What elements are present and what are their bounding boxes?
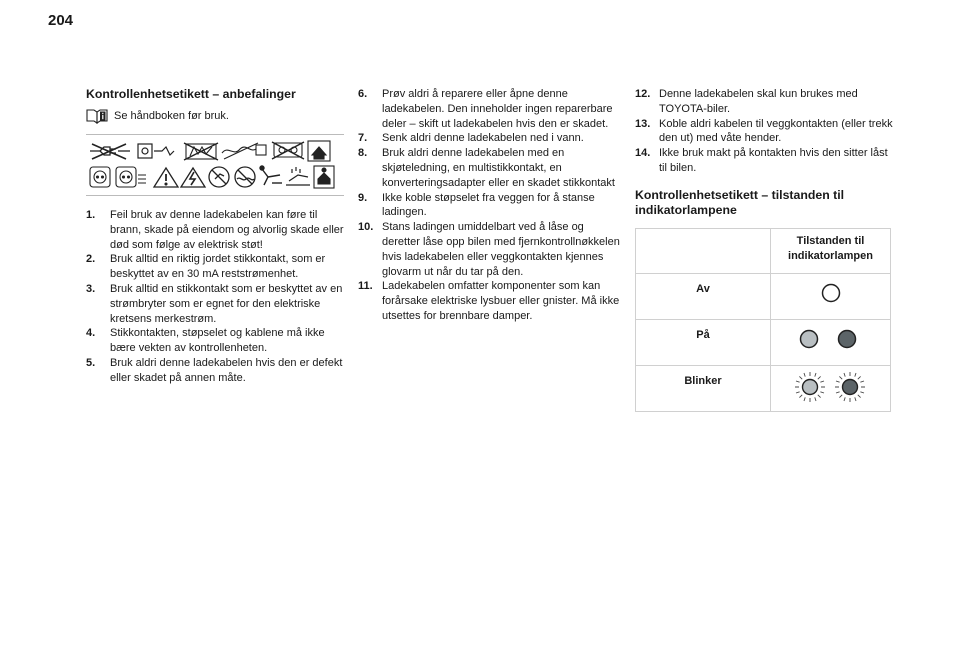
left-column <box>86 87 344 386</box>
indicator-status-table <box>635 228 891 412</box>
no-wet-hands-icon <box>286 167 310 185</box>
list-item: 8. Bruk aldri denne ladekabelen med en skjøteledning, en multistikkontakt, en konverteringsadapter eller en skadet stikkontakt <box>358 147 615 189</box>
manual-book-icon <box>86 108 108 124</box>
table-row <box>636 319 891 365</box>
table-row <box>636 273 891 319</box>
list-item: 13. Koble aldri kabelen til veggkontakten (eller trekk den ut) med våte hender. <box>635 117 893 145</box>
list-item: 6. Prøv aldri å reparere eller åpne denne ladekabelen. Den inneholder ingen reparerbare deler – skift ut ladekabelen hvis den er skadet. <box>358 88 613 130</box>
state-label: På <box>636 319 771 365</box>
list-item: 14. Ikke bruk makt på kontakten hvis den sitter låst til bilen. <box>635 147 888 174</box>
no-immersion-icon <box>235 167 255 187</box>
state-label: Blinker <box>636 365 771 411</box>
table-corner-cell <box>636 228 771 273</box>
recommendation-list-1-5 <box>86 208 344 386</box>
weight-warning-icon <box>308 141 330 161</box>
list-item: 2. Bruk alltid en riktig jordet stikkontakt, som er beskyttet av en 30 mA reststrømenhet. <box>86 253 326 281</box>
middle-column <box>358 87 620 324</box>
no-unplug-while-charging-icon <box>260 166 282 185</box>
no-extension-cord-icon <box>90 144 130 159</box>
page-number: 204 <box>48 12 74 29</box>
no-water-icon <box>272 142 304 159</box>
section-heading-indicator-status: Kontrollenhetsetikett – tilstanden til indikatorlampene <box>635 187 845 217</box>
rcd-socket-icon <box>116 167 146 187</box>
no-multi-socket-icon <box>138 144 174 158</box>
control-unit-label-pictograms <box>86 134 344 196</box>
list-item: 11. Ladekabelen omfatter komponenter som kan forårsake elektriske lysbuer eller gnister. Må ikke utsettes for brennbare damper. <box>358 280 620 322</box>
lamp-blinking-icon <box>793 370 869 404</box>
list-item: 1. Feil bruk av denne ladekabelen kan føre til brann, skade på eiendom og alvorlig skade eller død som følge av elektrisk støt! <box>86 209 344 251</box>
warning-triangle-icon <box>154 168 178 187</box>
state-label: Av <box>636 273 771 319</box>
list-item: 12. Denne ladekabelen skal kun brukes med TOYOTA-biler. <box>635 88 858 115</box>
table-header-row <box>636 228 891 273</box>
list-item: 10. Stans ladingen umiddelbart ved å låse og deretter låse opp bilen med fjernkontrollnøkkelen hvis ladekabelen eller veggkontakten kjennes glovarm ut når du tar på den. <box>358 221 620 278</box>
manual-note-text: Se håndboken før bruk. <box>114 110 229 122</box>
warning-pictograms <box>86 139 341 191</box>
list-item: 9. Ikke koble støpselet fra veggen for å stanse ladingen. <box>358 191 595 219</box>
column-header: Tilstanden til indikatorlampen <box>771 228 891 273</box>
table-row <box>636 365 891 411</box>
toyota-vehicle-only-icon <box>314 166 334 188</box>
no-dismantle-icon <box>209 167 229 187</box>
list-item: 4. Stikkontakten, støpselet og kablene må ikke bære vekten av kontrollenheten. <box>86 327 325 355</box>
no-adapter-icon <box>184 143 218 160</box>
electric-shock-warning-icon <box>181 168 205 187</box>
grounded-socket-icon <box>90 167 110 187</box>
section-heading-recommendations: Kontrollenhetsetikett – anbefalinger <box>86 87 296 101</box>
list-item: 3. Bruk alltid en stikkontakt som er beskyttet av en strømbryter som er egnet for den elektriske kretsens merkestrøm. <box>86 282 343 325</box>
recommendation-list-6-11 <box>358 87 620 324</box>
lamp-off-icon <box>818 280 844 306</box>
no-damaged-plug-icon <box>222 143 266 159</box>
manual-note <box>86 108 344 124</box>
list-item: 7. Senk aldri denne ladekabelen ned i vann. <box>358 132 584 145</box>
recommendation-list-12-14 <box>635 87 895 176</box>
lamp-on-icon <box>796 326 866 352</box>
right-column <box>635 87 895 412</box>
list-item: 5. Bruk aldri denne ladekabelen hvis den er defekt eller skadet på annen måte. <box>86 356 343 384</box>
